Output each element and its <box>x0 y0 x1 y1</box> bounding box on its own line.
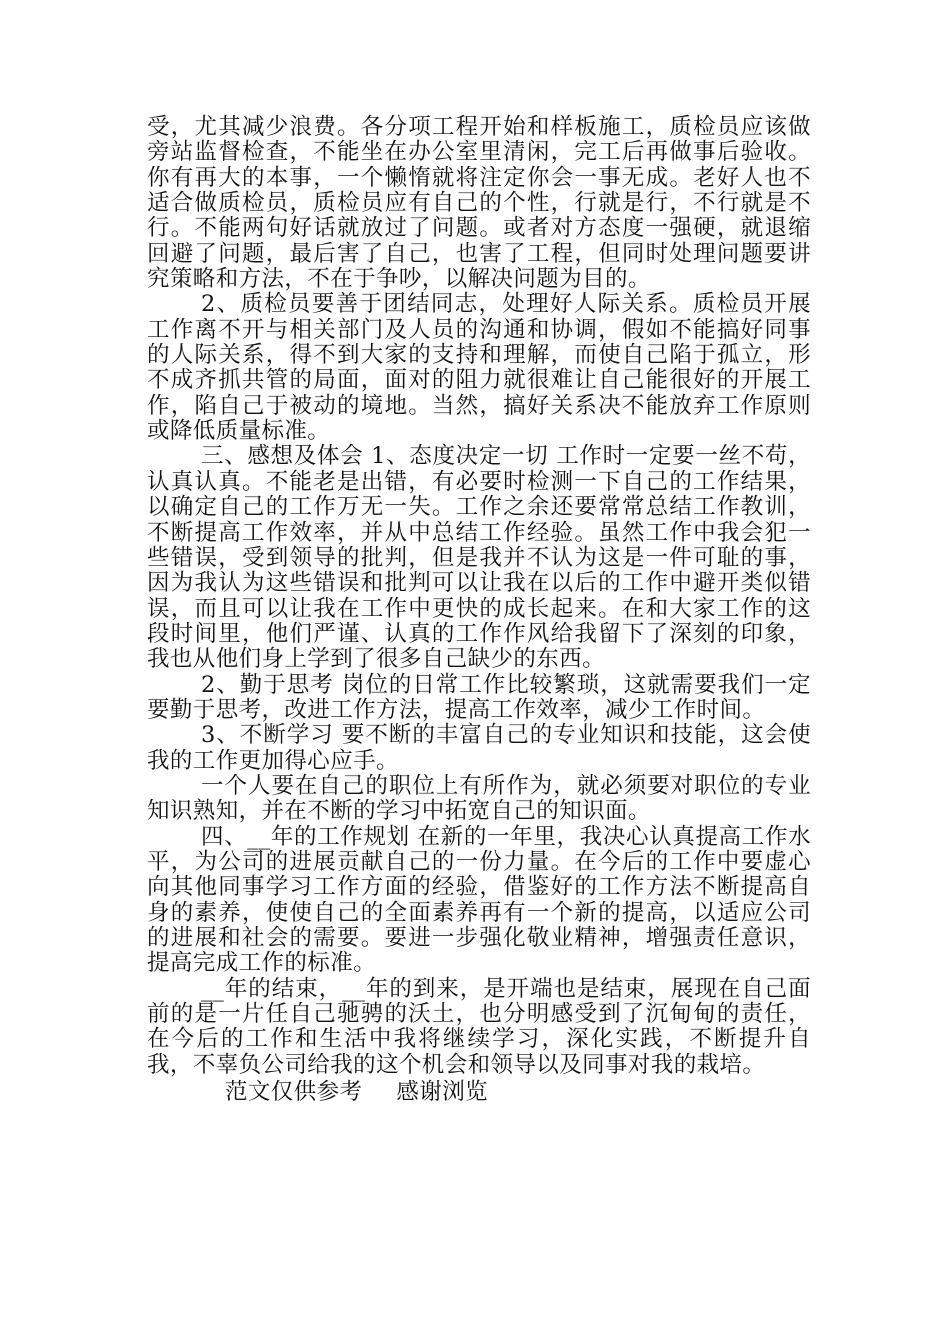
paragraph-6: 一个人要在自己的职位上有所作为，就必须要对职位的专业知识熟知，并在不断的学习中拓宽自己的知识面。 <box>147 772 811 825</box>
paragraph-8: __年的结束，__年的到来，是开端也是结束，展现在自己面前的是一片任自己驰骋的沃土，也分明感受到了沉甸甸的责任，在今后的工作和生活中我将继续学习，深化实践，不断提升自我，不辜负公司给我的这个机会和领导以及同事对我的栽培。 <box>147 975 811 1078</box>
footer-left-text: 范文仅供参考 <box>225 1079 363 1106</box>
paragraph-3: 三、感想及体会 1、态度决定一切 工作时一定要一丝不苟，认真认真。不能老是出错，有必要时检测一下自己的工作结果，以确定自己的工作万无一失。工作之余还要常常总结工作教训，不断提高工作效率，并从中总结工作经验。虽然工作中我会犯一些错误，受到领导的批判，但是我并不认为这是一件可耻的事，因为我认为这些错误和批判可以让我在以后的工作中避开类似错误，而且可以让我在工作中更快的成长起来。在和大家工作的这段时间里，他们严谨、认真的工作作风给我留下了深刻的印象，我也从他们身上学到了很多自己缺少的东西。 <box>147 443 811 673</box>
footer-note <box>147 1080 811 1105</box>
paragraph-5: 3、不断学习 要不断的丰富自己的专业知识和技能，这会使我的工作更加得心应手。 <box>147 722 811 774</box>
paragraph-7: 四、__年的工作规划 在新的一年里，我决心认真提高工作水平，为公司的进展贡献自己的一份力量。在今后的工作中要虚心向其他同事学习工作方面的经验，借鉴好的工作方法不断提高自身的素养，使使自己的全面素养再有一个新的提高，以适应公司的进展和社会的需要。要进一步强化敬业精神，增强责任意识，提高完成工作的标准。 <box>147 823 811 977</box>
paragraph-1: 受，尤其减少浪费。各分项工程开始和样板施工，质检员应该做旁站监督检查，不能坐在办公室里清闲，完工后再做事后验收。你有再大的本事，一个懒惰就将注定你会一事无成。老好人也不适合做质检员，质检员应有自己的个性，行就是行，不行就是不行。不能两句好话就放过了问题。或者对方态度一强硬，就退缩回避了问题，最后害了自己，也害了工程，但同时处理问题要讲究策略和方法，不在于争吵，以解决问题为目的。 <box>147 114 811 293</box>
footer-right-text: 感谢浏览 <box>396 1079 489 1106</box>
document-page <box>147 115 811 1105</box>
paragraph-4: 2、勤于思考 岗位的日常工作比较繁琐，这就需要我们一定要勤于思考，改进工作方法，提高工作效率，减少工作时间。 <box>147 671 811 723</box>
paragraph-2: 2、质检员要善于团结同志，处理好人际关系。质检员开展工作离不开与相关部门及人员的沟通和协调，假如不能搞好同事的人际关系，得不到大家的支持和理解，而使自己陷于孤立，形不成齐抓共管的局面，面对的阻力就很难让自己能很好的开展工作，陷自己于被动的境地。当然，搞好关系决不能放弃工作原则或降低质量标准。 <box>147 291 811 445</box>
